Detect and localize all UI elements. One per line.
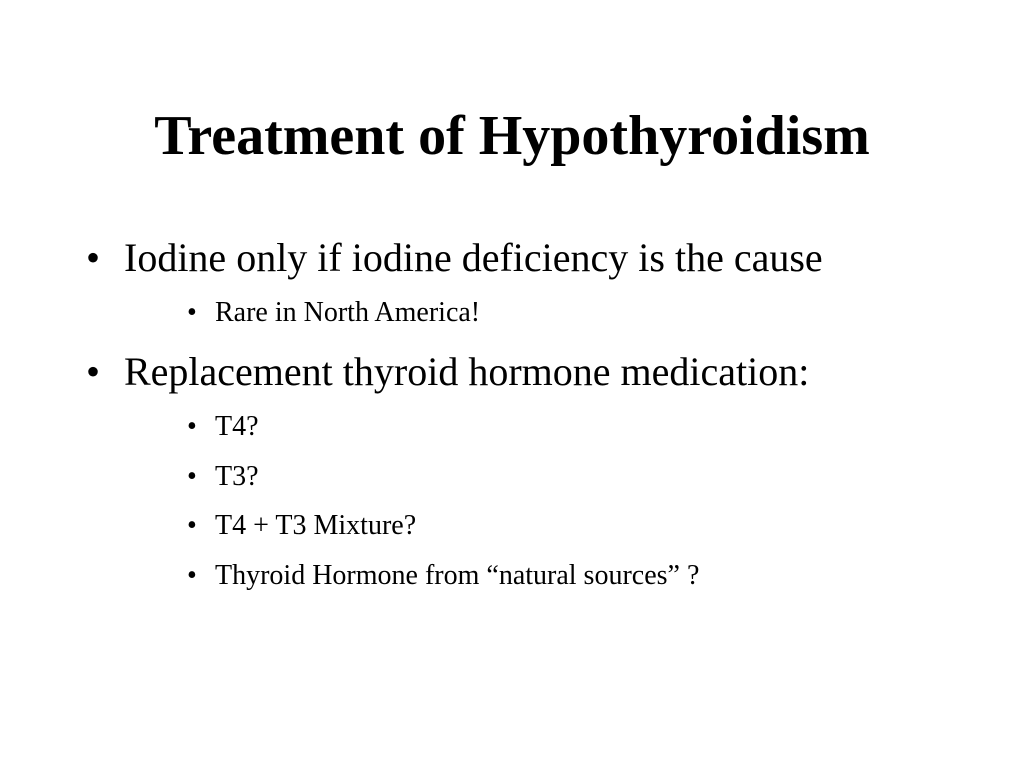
slide-title: Treatment of Hypothyroidism: [154, 105, 870, 167]
sub-bullet-text: T4 + T3 Mixture?: [215, 510, 417, 541]
bullet-text: Replacement thyroid hormone medication:: [124, 349, 810, 394]
bullet-item: [86, 234, 823, 282]
bullet-icon: •: [187, 560, 197, 591]
bullet-icon: •: [187, 411, 197, 442]
sub-bullet-item: [187, 508, 416, 544]
bullet-icon: •: [86, 235, 101, 280]
bullet-item: [86, 348, 809, 396]
bullet-icon: •: [187, 510, 197, 541]
sub-bullet-text: T4?: [215, 411, 259, 442]
sub-bullet-item: [187, 409, 259, 445]
bullet-icon: •: [187, 461, 197, 492]
sub-bullet-text: Thyroid Hormone from “natural sources” ?: [215, 560, 700, 591]
sub-bullet-text: Rare in North America!: [215, 297, 481, 328]
bullet-icon: •: [187, 297, 197, 328]
bullet-icon: •: [86, 349, 101, 394]
sub-bullet-item: [187, 295, 480, 331]
sub-bullet-text: T3?: [215, 461, 259, 492]
sub-bullet-item: [187, 558, 699, 594]
sub-bullet-item: [187, 459, 259, 495]
bullet-text: Iodine only if iodine deficiency is the cause: [124, 235, 823, 280]
